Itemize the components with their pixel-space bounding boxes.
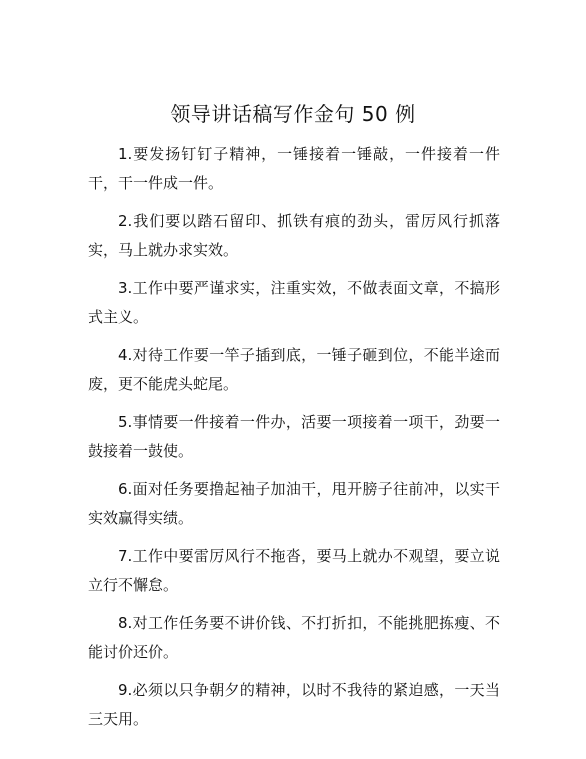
- quote-list: [88, 140, 500, 743]
- quote-item-4: 4.对待工作要一竿子插到底，一锤子砸到位，不能半途而废，更不能虎头蛇尾。: [88, 346, 500, 393]
- quote-item-9: 9.必须以只争朝夕的精神，以时不我待的紧迫感，一天当三天用。: [88, 681, 500, 728]
- quote-item-5: 5.事情要一件接着一件办，活要一项接着一项干，劲要一鼓接着一鼓使。: [88, 413, 500, 460]
- quote-item-3: 3.工作中要严谨求实，注重实效，不做表面文章，不搞形式主义。: [88, 279, 500, 326]
- quote-item-2: 2.我们要以踏石留印、抓铁有痕的劲头，雷厉风行抓落实，马上就办求实效。: [88, 212, 500, 259]
- quote-item-6: 6.面对任务要撸起袖子加油干，甩开膀子往前冲，以实干实效赢得实绩。: [88, 480, 500, 527]
- document-title: 领导讲话稿写作金句 50 例: [170, 102, 416, 126]
- quote-item-7: 7.工作中要雷厉风行不拖沓，要马上就办不观望，要立说立行不懈怠。: [88, 547, 500, 594]
- quote-item-8: 8.对工作任务要不讲价钱、不打折扣，不能挑肥拣瘦、不能讨价还价。: [88, 614, 500, 661]
- quote-item-1: 1.要发扬钉钉子精神，一锤接着一锤敲，一件接着一件干，干一件成一件。: [88, 145, 500, 192]
